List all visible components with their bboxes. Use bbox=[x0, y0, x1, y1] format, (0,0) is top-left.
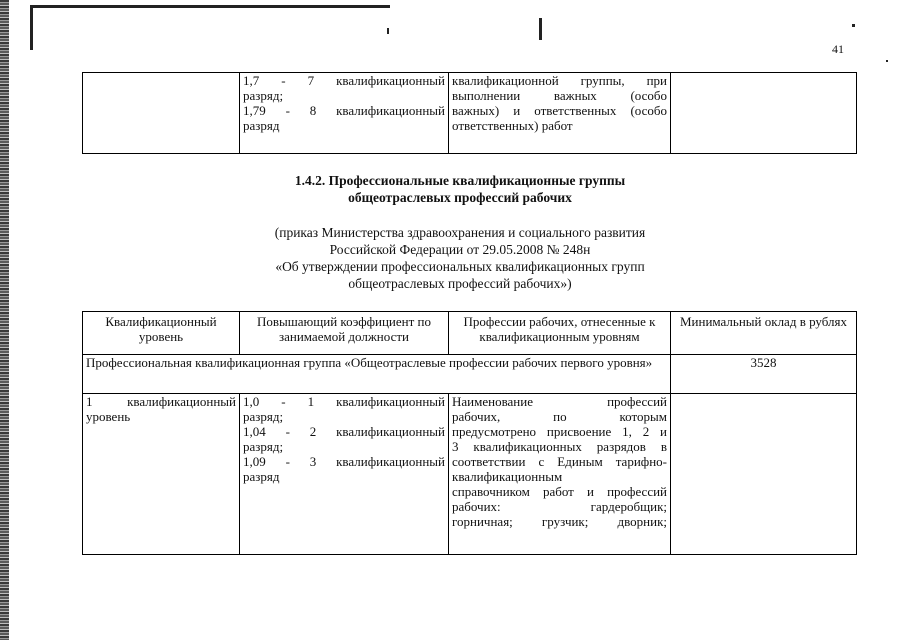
cell-line: Наименование профессий bbox=[452, 394, 667, 409]
column-header: Профессии рабочих, отнесенные к квалификационным уровням bbox=[449, 312, 671, 355]
cell-line: уровень bbox=[86, 409, 131, 424]
table-cell bbox=[671, 73, 857, 154]
professions-cell bbox=[449, 394, 671, 555]
coefficient-cell bbox=[240, 73, 449, 154]
cell-line: 1,0 - 1 квалификационный bbox=[243, 394, 445, 409]
cell-line: важных) и ответственных (особо bbox=[452, 103, 667, 118]
main-table bbox=[82, 311, 857, 555]
professions-cell bbox=[449, 73, 671, 154]
scan-speck bbox=[539, 18, 542, 40]
scan-border-line-vertical bbox=[30, 5, 33, 50]
cell-line: предусмотрено присвоение 1, 2 и bbox=[452, 424, 667, 439]
cell-line: 1,09 - 3 квалификационный bbox=[243, 454, 445, 469]
level-cell bbox=[83, 394, 240, 555]
cell-line: разряд; bbox=[243, 409, 284, 424]
cell-line: разряд; bbox=[243, 88, 284, 103]
cell-line: 1 квалификационный bbox=[86, 394, 236, 409]
decree-line: Российской Федерации от 29.05.2008 № 248н bbox=[329, 242, 591, 257]
scan-speck bbox=[387, 28, 389, 34]
cell-line: соответствии с Единым тарифно- bbox=[452, 454, 667, 469]
salary-cell bbox=[671, 394, 857, 555]
decree-reference bbox=[180, 224, 740, 292]
top-table bbox=[82, 72, 857, 154]
table-row bbox=[83, 73, 857, 154]
decree-line: (приказ Министерства здравоохранения и социального развития bbox=[274, 225, 646, 240]
page-number: 41 bbox=[832, 42, 844, 56]
heading-line: 1.4.2. Профессиональные квалификационные группы bbox=[294, 173, 626, 188]
cell-line: рабочих, по которым bbox=[452, 409, 667, 424]
cell-line: ответственных) работ bbox=[452, 118, 573, 133]
cell-line: разряд bbox=[243, 469, 280, 484]
cell-line: разряд bbox=[243, 118, 280, 133]
column-header: Квалификационный уровень bbox=[83, 312, 240, 355]
table-row bbox=[83, 394, 857, 555]
table-cell bbox=[83, 73, 240, 154]
scan-speck bbox=[886, 60, 888, 62]
salary-value: 3528 bbox=[671, 355, 857, 394]
cell-line: 1,7 - 7 квалификационный bbox=[243, 73, 445, 88]
cell-line: 1,04 - 2 квалификационный bbox=[243, 424, 445, 439]
cell-line: 1,79 - 8 квалификационный bbox=[243, 103, 445, 118]
decree-line: общеотраслевых профессий рабочих») bbox=[348, 276, 572, 291]
scan-border-line bbox=[30, 5, 390, 8]
scan-speck bbox=[852, 24, 855, 27]
column-header: Минимальный оклад в рублях bbox=[671, 312, 857, 355]
group-label: Профессиональная квалификационная группа «Общеотраслевые профессии рабочих первого уровня» bbox=[83, 355, 671, 394]
group-row bbox=[83, 355, 857, 394]
cell-line: квалификационным bbox=[452, 469, 563, 484]
cell-line: 3 квалификационных разрядов в bbox=[452, 439, 667, 454]
cell-line: разряд; bbox=[243, 439, 284, 454]
table-header-row bbox=[83, 312, 857, 355]
cell-line: рабочих: гардеробщик; bbox=[452, 499, 667, 514]
cell-line: квалификационной группы, при bbox=[452, 73, 667, 88]
section-heading bbox=[180, 172, 740, 206]
cell-line: горничная; грузчик; дворник; bbox=[452, 514, 667, 529]
cell-line: справочником работ и профессий bbox=[452, 484, 667, 499]
cell-line: выполнении важных (особо bbox=[452, 88, 667, 103]
column-header: Повышающий коэффициент по занимаемой должности bbox=[240, 312, 449, 355]
scan-edge bbox=[0, 0, 9, 640]
heading-line: общеотраслевых профессий рабочих bbox=[348, 190, 572, 205]
decree-line: «Об утверждении профессиональных квалификационных групп bbox=[275, 259, 645, 274]
coefficient-cell bbox=[240, 394, 449, 555]
